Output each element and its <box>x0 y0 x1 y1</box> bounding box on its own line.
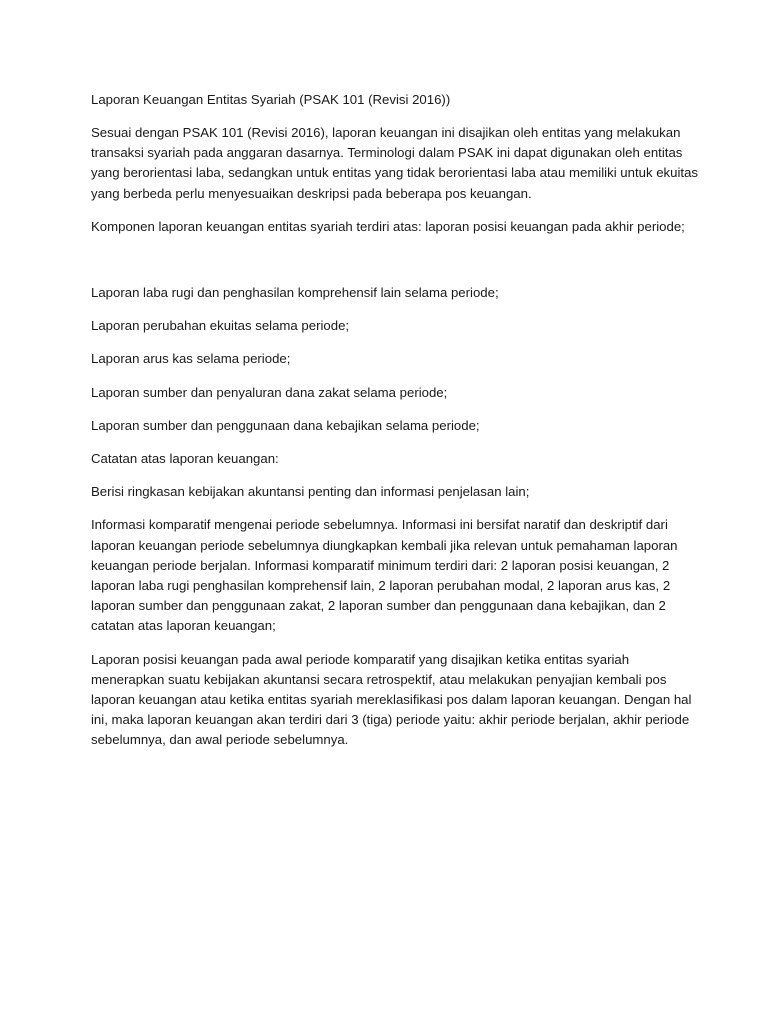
list-item: Laporan perubahan ekuitas selama periode; <box>91 318 350 334</box>
text-line: laporan keuangan atau ketika entitas syariah mereklasifikasi pos dalam laporan keuangan. Dengan hal <box>91 692 692 708</box>
text-line: yang berorientasi laba, sedangkan untuk entitas yang tidak berorientasi laba atau memiliki untuk ekuitas <box>91 165 698 181</box>
text-line: keuangan periode berjalan. Informasi komparatif minimum terdiri dari: 2 laporan posisi keuangan, 2 <box>91 557 670 573</box>
comparative-paragraph <box>91 515 681 636</box>
document-body <box>91 90 698 764</box>
list-item: Berisi ringkasan kebijakan akuntansi penting dan informasi penjelasan lain; <box>91 484 530 500</box>
document-title: Laporan Keuangan Entitas Syariah (PSAK 101 (Revisi 2016)) <box>91 92 451 107</box>
text-line: yang berbeda perlu menyesuaikan deskripsi pada beberapa pos keuangan. <box>91 185 532 201</box>
list-item: Laporan sumber dan penggunaan dana kebajikan selama periode; <box>91 417 480 433</box>
intro-paragraph <box>91 123 698 204</box>
text-line: Informasi komparatif mengenai periode sebelumnya. Informasi ini bersifat naratif dan deskriptif dari <box>91 517 668 533</box>
text-line: menerapkan suatu kebijakan akuntansi secara retrospektif, atau melakukan penyajian kembali pos <box>91 671 667 687</box>
text-line: transaksi syariah pada anggaran dasarnya. Terminologi dalam PSAK ini dapat digunakan oleh entitas <box>91 145 683 161</box>
spacer <box>91 250 681 283</box>
text-line: Sesuai dengan PSAK 101 (Revisi 2016), laporan keuangan ini disajikan oleh entitas yang melakukan <box>91 125 681 140</box>
list-item: Laporan arus kas selama periode; <box>91 351 291 367</box>
text-line: laporan sumber dan penggunaan zakat, 2 laporan sumber dan penggunaan dana kebajikan, dan 2 <box>91 598 666 614</box>
text-line: sebelumnya, dan awal periode sebelumnya. <box>91 732 349 748</box>
text-line: ini, maka laporan keuangan akan terdiri dari 3 (tiga) periode yaitu: akhir periode berjalan, akhir periode <box>91 712 690 728</box>
text-line: Laporan posisi keuangan pada awal periode komparatif yang disajikan ketika entitas syariah <box>91 651 630 667</box>
text-line: laporan keuangan periode sebelumnya diungkapkan kembali jika relevan untuk pemahaman laporan <box>91 537 678 553</box>
text-line: catatan atas laporan keuangan; <box>91 618 276 634</box>
opening-balance-paragraph <box>91 650 692 751</box>
text-line: laporan laba rugi penghasilan komprehensif lain, 2 laporan perubahan modal, 2 laporan arus kas, 2 <box>91 578 671 594</box>
list-item: Laporan sumber dan penyaluran dana zakat selama periode; <box>91 384 448 400</box>
list-item: Laporan laba rugi dan penghasilan komprehensif lain selama periode; <box>91 285 499 301</box>
list-item: Catatan atas laporan keuangan: <box>91 451 279 467</box>
components-paragraph: Komponen laporan keuangan entitas syariah terdiri atas: laporan posisi keuangan pada akhir periode; <box>91 218 685 234</box>
